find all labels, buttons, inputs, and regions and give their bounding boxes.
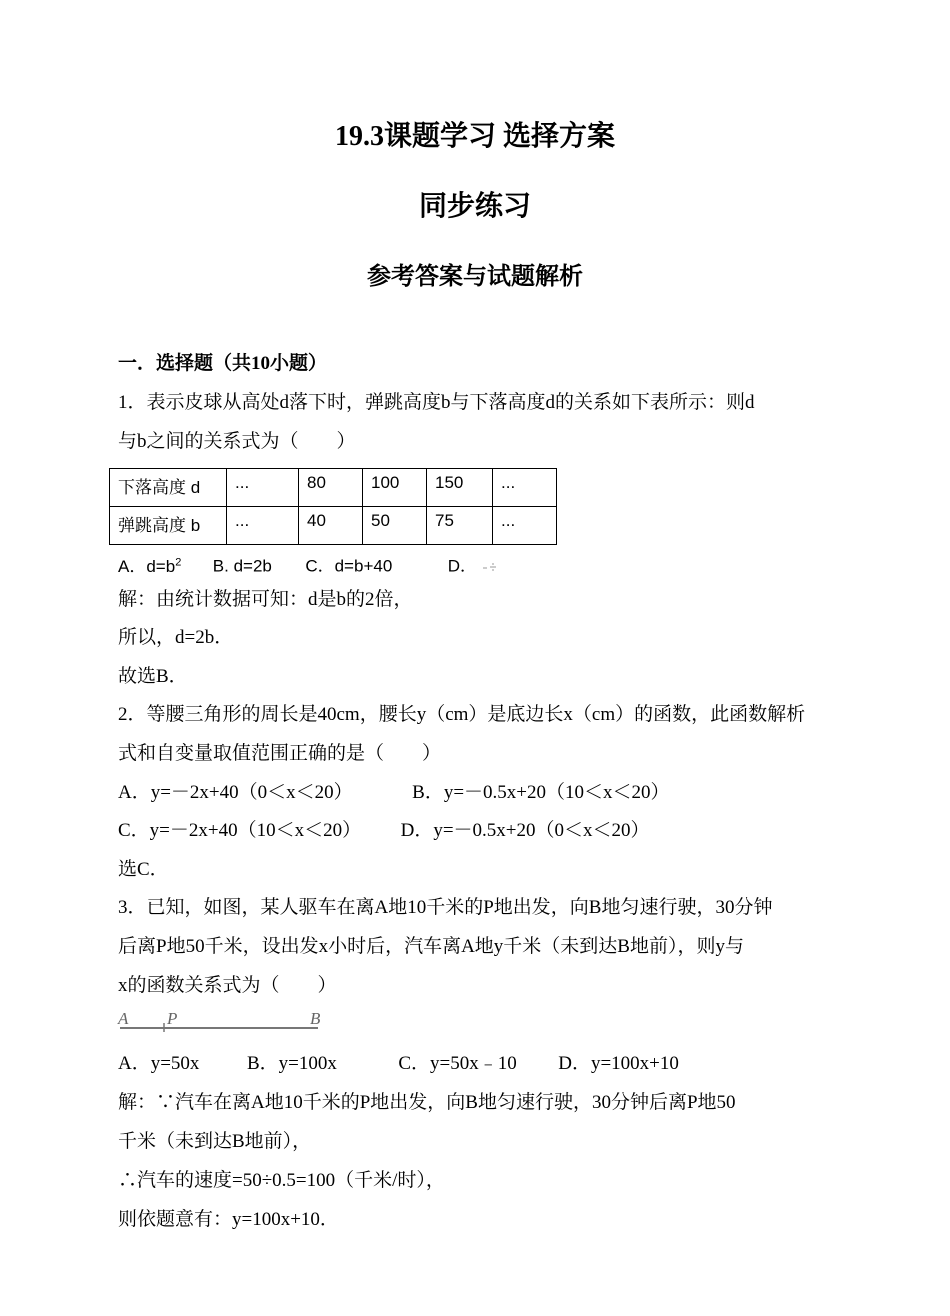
q1-option-d: D．	[447, 556, 478, 576]
q3-solution-line1: 解：∵汽车在离A地10千米的P地出发，向B地匀速行驶，30分钟后离P地50	[118, 1092, 736, 1113]
q2-option-b: B．y=－0.5x+20（10＜x＜20）	[412, 782, 670, 803]
label-b: B	[310, 1009, 321, 1028]
table-cell: ...	[227, 469, 299, 507]
q2-options-row1	[118, 780, 838, 806]
q3-line-diagram	[114, 1008, 329, 1036]
q3-solution-line2: 千米（未到达B地前），	[118, 1131, 312, 1152]
label-p: P	[167, 1009, 178, 1028]
q3-stem-line2: 后离P地50千米，设出发x小时后，汽车离A地y千米（未到达B地前），则y与	[118, 936, 744, 957]
page-subsubtitle: 参考答案与试题解析	[367, 264, 583, 290]
q3-stem-line1: 3．已知，如图，某人驱车在离A地10千米的P地出发，向B地匀速行驶，30分钟	[118, 897, 773, 918]
q1-options	[118, 549, 838, 580]
table-cell: ...	[493, 469, 557, 507]
table-cell: 75	[427, 507, 493, 545]
table-row	[110, 469, 557, 507]
q1-data-table	[109, 468, 557, 545]
q3-options	[118, 1051, 838, 1077]
q3-option-b: B．y=100x	[246, 1053, 337, 1074]
q1-solution-line1: 解：由统计数据可知：d是b的2倍，	[118, 589, 413, 610]
q2-option-a: A．y=－2x+40（0＜x＜20）	[118, 782, 353, 803]
q3-stem-line3: x的函数关系式为（ ）	[118, 975, 337, 996]
q2-answer: 选C．	[118, 859, 169, 880]
table-cell: 50	[363, 507, 427, 545]
label-a: A	[118, 1009, 129, 1028]
table-cell: ...	[227, 507, 299, 545]
q1-stem-line2: 与b之间的关系式为（ ）	[118, 431, 356, 452]
table-cell: 150	[427, 469, 493, 507]
q2-stem-line2: 式和自变量取值范围正确的是（ ）	[118, 743, 442, 764]
q2-options-row2	[118, 818, 838, 844]
q3-option-c: C．y=50x﹣10	[398, 1053, 517, 1074]
q1-option-a: A．$d=b^2$	[118, 556, 182, 576]
section-heading: 一．选择题（共10小题）	[118, 353, 328, 374]
q1-solution-line2: 所以，d=2b．	[118, 627, 234, 648]
q3-option-a: A．y=50x	[118, 1053, 200, 1074]
q3-solution-line4: 则依题意有：y=100x+10．	[118, 1209, 339, 1230]
page-subtitle: 同步练习	[418, 191, 531, 222]
q1-stem-line1: 1．表示皮球从高处d落下时，弹跳高度b与下落高度d的关系如下表所示：则d	[118, 392, 755, 413]
q2-stem-line1: 2．等腰三角形的周长是40cm，腰长y（cm）是底边长x（cm）的函数，此函数解析	[118, 704, 806, 725]
table-cell: 下落高度 d	[110, 469, 227, 507]
table-cell: 40	[299, 507, 363, 545]
fraction-formula-icon	[482, 561, 498, 573]
table-cell: 80	[299, 469, 363, 507]
table-cell: 100	[363, 469, 427, 507]
table-row	[110, 507, 557, 545]
table-cell: 弹跳高度 b	[110, 507, 227, 545]
q2-option-d: D．y=－0.5x+20（0＜x＜20）	[400, 820, 650, 841]
q3-solution-line3: ∴汽车的速度=50÷0.5=100（千米/时），	[118, 1170, 445, 1191]
q1-solution-line3: 故选B．	[118, 666, 188, 687]
q2-option-c: C．y=－2x+40（10＜x＜20）	[118, 820, 362, 841]
q3-option-d: D．y=100x+10	[558, 1053, 679, 1074]
q1-option-c: C．d=b+40	[305, 556, 393, 576]
page-title: 19.3课题学习 选择方案	[334, 121, 615, 152]
table-cell: ...	[493, 507, 557, 545]
q1-option-b: B. d=2b	[212, 556, 272, 576]
